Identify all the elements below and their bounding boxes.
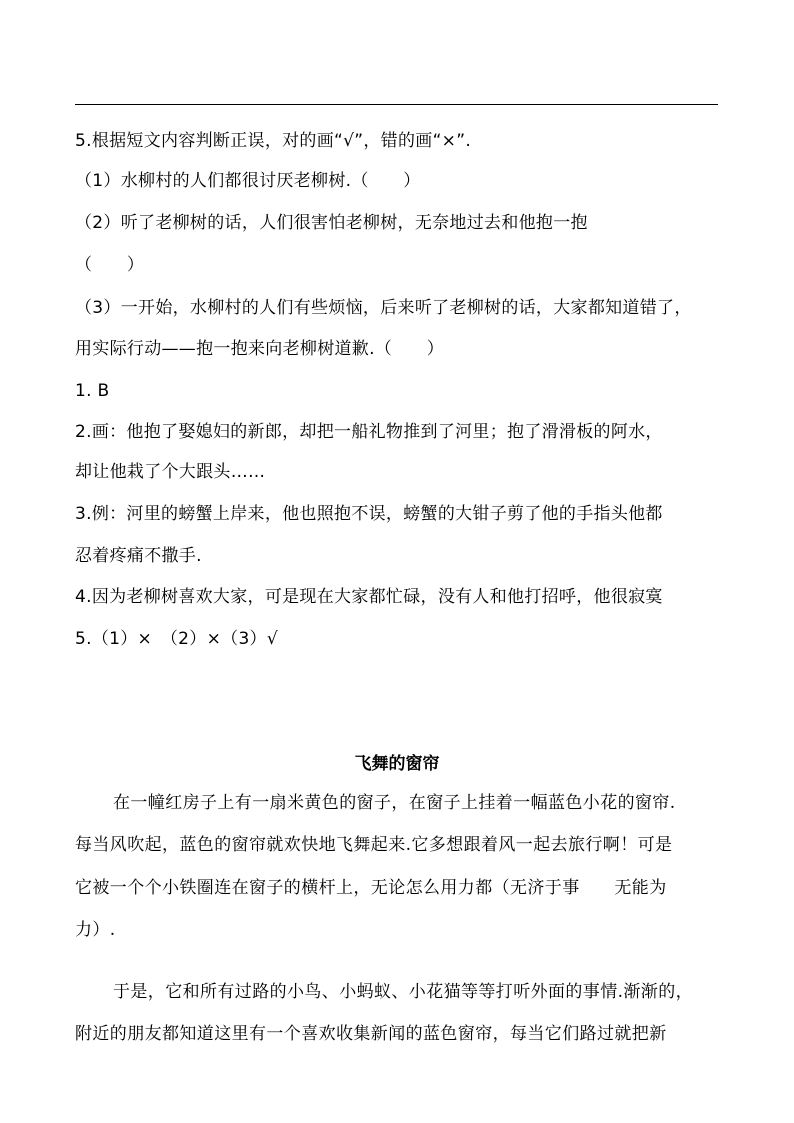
story-paragraph-2-line-2: 附近的朋友都知道这里有一个喜欢收集新闻的蓝色窗帘，每当它们路过就把新 (75, 1024, 667, 1044)
answer-1: 1. B (75, 381, 110, 401)
answer-5: 5.（1）× （2）×（3）√ (75, 629, 278, 649)
question-5-item-2: （2）听了老柳树的话，人们很害怕老柳树，无奈地过去和他抱一抱 (75, 213, 588, 233)
answer-3-cont: 忍着疼痛不撒手. (75, 546, 202, 566)
question-5-item-3-cont: 用实际行动——抱一抱来向老柳树道歉.（ ） (75, 339, 445, 359)
question-5-item-2-blank: （ ） (75, 255, 145, 275)
answer-3: 3.例：河里的螃蟹上岸来，他也照抱不误，螃蟹的大钳子剪了他的手指头他都 (75, 504, 663, 524)
story-title: 飞舞的窗帘 (354, 754, 440, 774)
question-5-item-1: （1）水柳村的人们都很讨厌老柳树.（ ） (75, 171, 421, 191)
answer-2: 2.画：他抱了娶媳妇的新郎，却把一船礼物推到了河里；抱了滑滑板的阿水， (75, 422, 663, 442)
answer-2-cont: 却让他栽了个大跟头…… (75, 462, 266, 482)
header-rule (75, 104, 718, 105)
story-paragraph-1-line-1: 在一幢红房子上有一扇米黄色的窗子，在窗子上挂着一幅蓝色小花的窗帘. (113, 793, 676, 813)
answer-4: 4.因为老柳树喜欢大家，可是现在大家都忙碌，没有人和他打招呼，他很寂寞 (75, 587, 663, 607)
story-paragraph-2-line-1: 于是，它和所有过路的小鸟、小蚂蚁、小花猫等等打听外面的事情.渐渐的， (113, 982, 694, 1002)
question-5-prompt: 5.根据短文内容判断正误，对的画“√”，错的画“×”. (75, 131, 472, 151)
story-paragraph-1-line-2: 每当风吹起，蓝色的窗帘就欢快地飞舞起来.它多想跟着风一起去旅行啊！可是 (75, 835, 673, 855)
story-paragraph-1-line-3: 它被一个个小铁圈连在窗子的横杆上，无论怎么用力都（无济于事 无能为 (75, 878, 667, 898)
story-paragraph-1-line-4: 力）. (75, 920, 116, 940)
question-5-item-3: （3）一开始，水柳村的人们有些烦恼，后来听了老柳树的话，大家都知道错了， (75, 298, 692, 318)
